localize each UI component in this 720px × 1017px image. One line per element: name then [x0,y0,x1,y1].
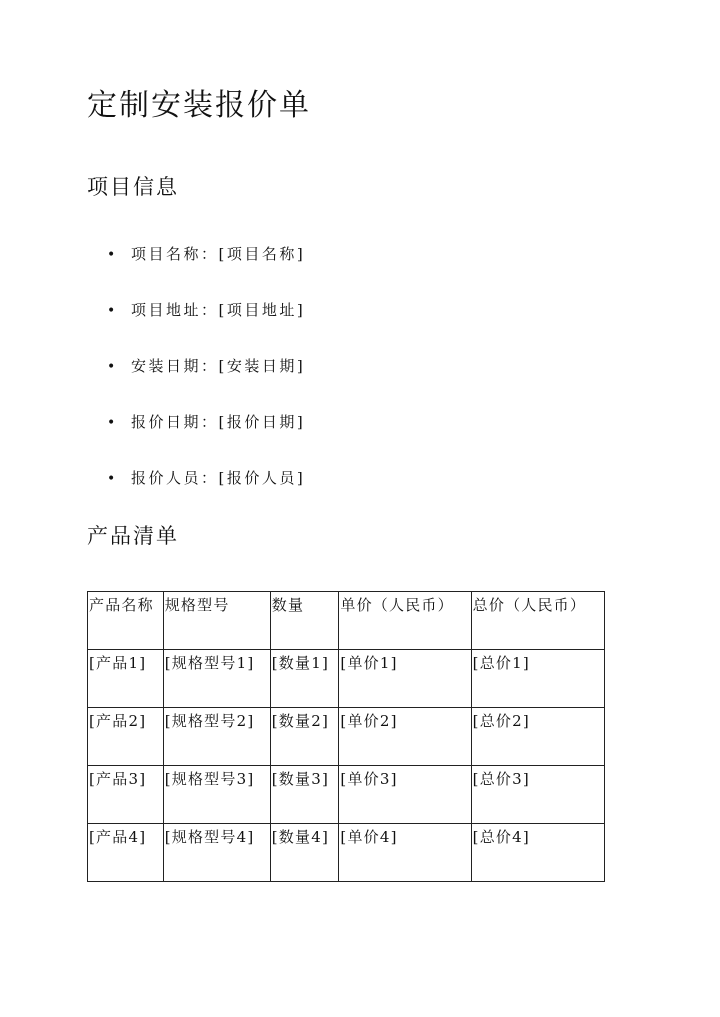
cell-unit-price: [单价4] [339,824,471,882]
item-value: [报价人员] [218,469,306,487]
item-value: [报价日期] [218,413,306,431]
item-separator: ： [201,413,219,431]
item-separator: ： [201,357,219,375]
list-item-quote-date [107,410,305,434]
list-item-project-address [107,298,305,322]
cell-total-price: [总价1] [471,650,604,708]
bullet-icon: • [107,247,118,263]
cell-product-name: [产品1] [88,650,164,708]
header-total-price: 总价（人民币） [471,592,604,650]
cell-unit-price: [单价3] [339,766,471,824]
cell-spec-model: [规格型号2] [163,708,270,766]
cell-quantity: [数量4] [270,824,339,882]
table-row [88,824,605,882]
item-label: 安装日期 [131,357,202,375]
cell-product-name: [产品4] [88,824,164,882]
product-table [87,591,605,882]
item-label: 项目名称 [131,245,202,263]
list-item-install-date [107,354,305,378]
document-title: 定制安装报价单 [87,88,311,123]
bullet-icon: • [107,471,118,487]
cell-total-price: [总价3] [471,766,604,824]
cell-total-price: [总价4] [471,824,604,882]
cell-spec-model: [规格型号3] [163,766,270,824]
item-label: 报价日期 [131,413,202,431]
table-header-row [88,592,605,650]
cell-spec-model: [规格型号4] [163,824,270,882]
item-separator: ： [201,245,219,263]
table-row [88,766,605,824]
cell-quantity: [数量1] [270,650,339,708]
project-info-heading: 项目信息 [87,175,179,199]
cell-quantity: [数量2] [270,708,339,766]
cell-unit-price: [单价1] [339,650,471,708]
bullet-icon: • [107,415,118,431]
table-row [88,708,605,766]
header-spec-model: 规格型号 [163,592,270,650]
cell-spec-model: [规格型号1] [163,650,270,708]
list-item-project-name [107,242,305,266]
bullet-icon: • [107,303,118,319]
header-unit-price: 单价（人民币） [339,592,471,650]
item-label: 项目地址 [131,301,202,319]
bullet-icon: • [107,359,118,375]
table-row [88,650,605,708]
list-item-quote-person [107,466,305,490]
product-list-heading: 产品清单 [87,524,179,548]
item-separator: ： [201,301,219,319]
item-label: 报价人员 [131,469,202,487]
item-value: [安装日期] [218,357,306,375]
item-value: [项目名称] [218,245,306,263]
cell-product-name: [产品2] [88,708,164,766]
header-quantity: 数量 [270,592,339,650]
cell-product-name: [产品3] [88,766,164,824]
cell-total-price: [总价2] [471,708,604,766]
item-separator: ： [201,469,219,487]
cell-quantity: [数量3] [270,766,339,824]
header-product-name: 产品名称 [88,592,164,650]
item-value: [项目地址] [218,301,306,319]
cell-unit-price: [单价2] [339,708,471,766]
